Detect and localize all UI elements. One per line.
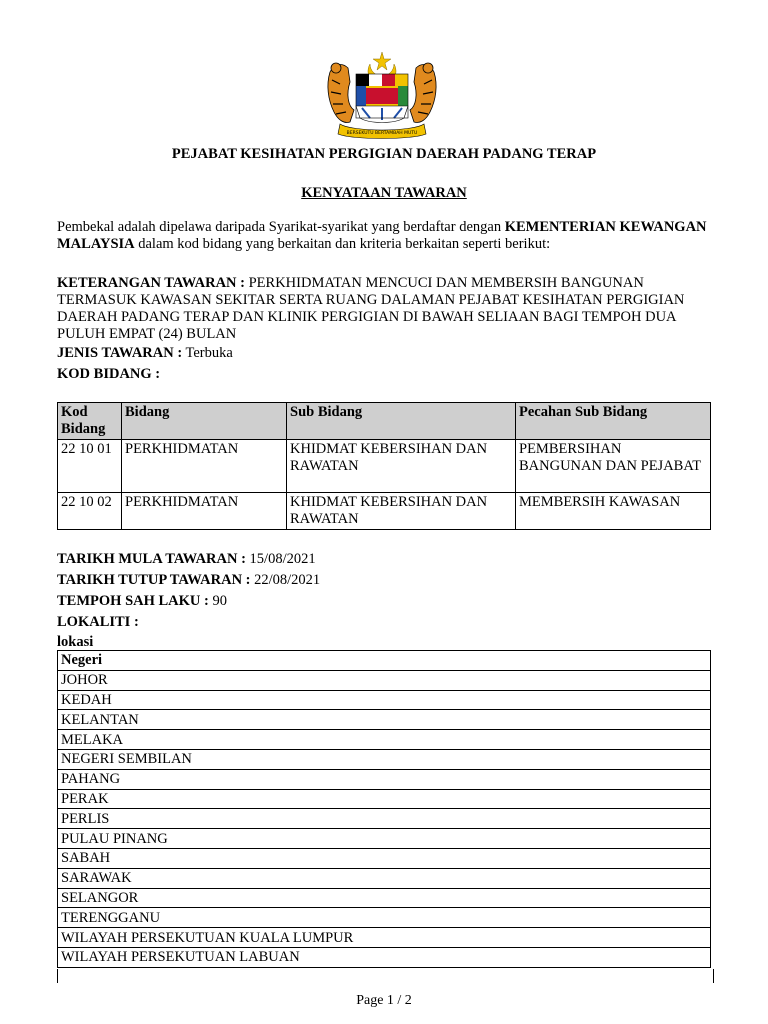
header-negeri: Negeri — [58, 651, 711, 671]
crest-motto: BERSEKUTU BERTAMBAH MUTU — [346, 131, 418, 136]
table-row — [58, 440, 711, 493]
state-name: JOHOR — [58, 670, 711, 690]
sub-bidang-cell: KHIDMAT KEBERSIHAN DAN RAWATAN — [287, 440, 516, 493]
list-item — [58, 908, 711, 928]
header-pecahan-sub-bidang: Pecahan Sub Bidang — [516, 403, 711, 440]
list-item — [58, 947, 711, 967]
pecahan-cell: MEMBERSIH KAWASAN — [516, 493, 711, 530]
state-name: WILAYAH PERSEKUTUAN KUALA LUMPUR — [58, 928, 711, 948]
header-bidang: Bidang — [122, 403, 287, 440]
start-date: TARIKH MULA TAWARAN : 15/08/2021 — [57, 551, 316, 567]
location-table — [57, 650, 711, 968]
bidang-cell: PERKHIDMATAN — [122, 440, 287, 493]
closing-date: TARIKH TUTUP TAWARAN : 22/08/2021 — [57, 572, 321, 588]
state-name: PERLIS — [58, 809, 711, 829]
list-item — [58, 730, 711, 750]
intro-paragraph: Pembekal adalah dipelawa daripada Syarikat-syarikat yang berdaftar dengan KEMENTERIAN KEWANGAN MALAYSIA dalam kod bidang yang berkaitan dan kriteria berkaitan seperti berikut: — [57, 219, 707, 252]
state-name: WILAYAH PERSEKUTUAN LABUAN — [58, 947, 711, 967]
offer-type: JENIS TAWARAN : Terbuka — [57, 345, 233, 361]
location-header-row — [58, 651, 711, 671]
state-name: KELANTAN — [58, 710, 711, 730]
kod-bidang-label: KOD BIDANG : — [57, 366, 161, 382]
state-name: KEDAH — [58, 690, 711, 710]
state-name: SARAWAK — [58, 868, 711, 888]
list-item — [58, 848, 711, 868]
list-item — [58, 809, 711, 829]
state-name: SABAH — [58, 848, 711, 868]
sub-bidang-cell: KHIDMAT KEBERSIHAN DAN RAWATAN — [287, 493, 516, 530]
list-item — [58, 670, 711, 690]
table-continuation — [57, 969, 714, 983]
list-item — [58, 928, 711, 948]
locality-label: LOKALITI : — [57, 614, 139, 630]
list-item — [58, 710, 711, 730]
list-item — [58, 888, 711, 908]
header-kod-bidang: Kod Bidang — [58, 403, 122, 440]
state-name: TERENGGANU — [58, 908, 711, 928]
validity-period: TEMPOH SAH LAKU : 90 — [57, 593, 227, 609]
kod-table-header-row — [58, 403, 711, 440]
offer-description: KETERANGAN TAWARAN : PERKHIDMATAN MENCUCI DAN MEMBERSIH BANGUNAN TERMASUK KAWASAN SEKITAR SERTA RUANG DALAMAN PEJABAT KESIHATAN PERGIGIAN DAERAH PADANG TERAP DAN KLINIK PERGIGIAN DI BAWAH SELIAAN BAGI TEMPOH DUA PULUH EMPAT (24) BULAN — [57, 275, 685, 342]
bidang-cell: PERKHIDMATAN — [122, 493, 287, 530]
kod-cell: 22 10 02 — [58, 493, 122, 530]
kod-bidang-table — [57, 402, 711, 530]
kod-cell: 22 10 01 — [58, 440, 122, 493]
state-name: NEGERI SEMBILAN — [58, 749, 711, 769]
state-name: PERAK — [58, 789, 711, 809]
list-item — [58, 789, 711, 809]
list-item — [58, 868, 711, 888]
state-name: PAHANG — [58, 769, 711, 789]
list-item — [58, 749, 711, 769]
office-title: PEJABAT KESIHATAN PERGIGIAN DAERAH PADANG TERAP — [171, 146, 597, 162]
state-name: PULAU PINANG — [58, 829, 711, 849]
state-name: SELANGOR — [58, 888, 711, 908]
list-item — [58, 769, 711, 789]
list-item — [58, 690, 711, 710]
document-title: KENYATAAN TAWARAN — [301, 185, 467, 201]
header-sub-bidang: Sub Bidang — [287, 403, 516, 440]
table-row — [58, 493, 711, 530]
coat-of-arms-logo — [322, 50, 442, 140]
list-item — [58, 829, 711, 849]
location-caption: lokasi — [57, 634, 94, 650]
state-name: MELAKA — [58, 730, 711, 750]
page-number: Page 1 / 2 — [356, 993, 412, 1008]
pecahan-cell: PEMBERSIHAN BANGUNAN DAN PEJABAT — [516, 440, 711, 493]
